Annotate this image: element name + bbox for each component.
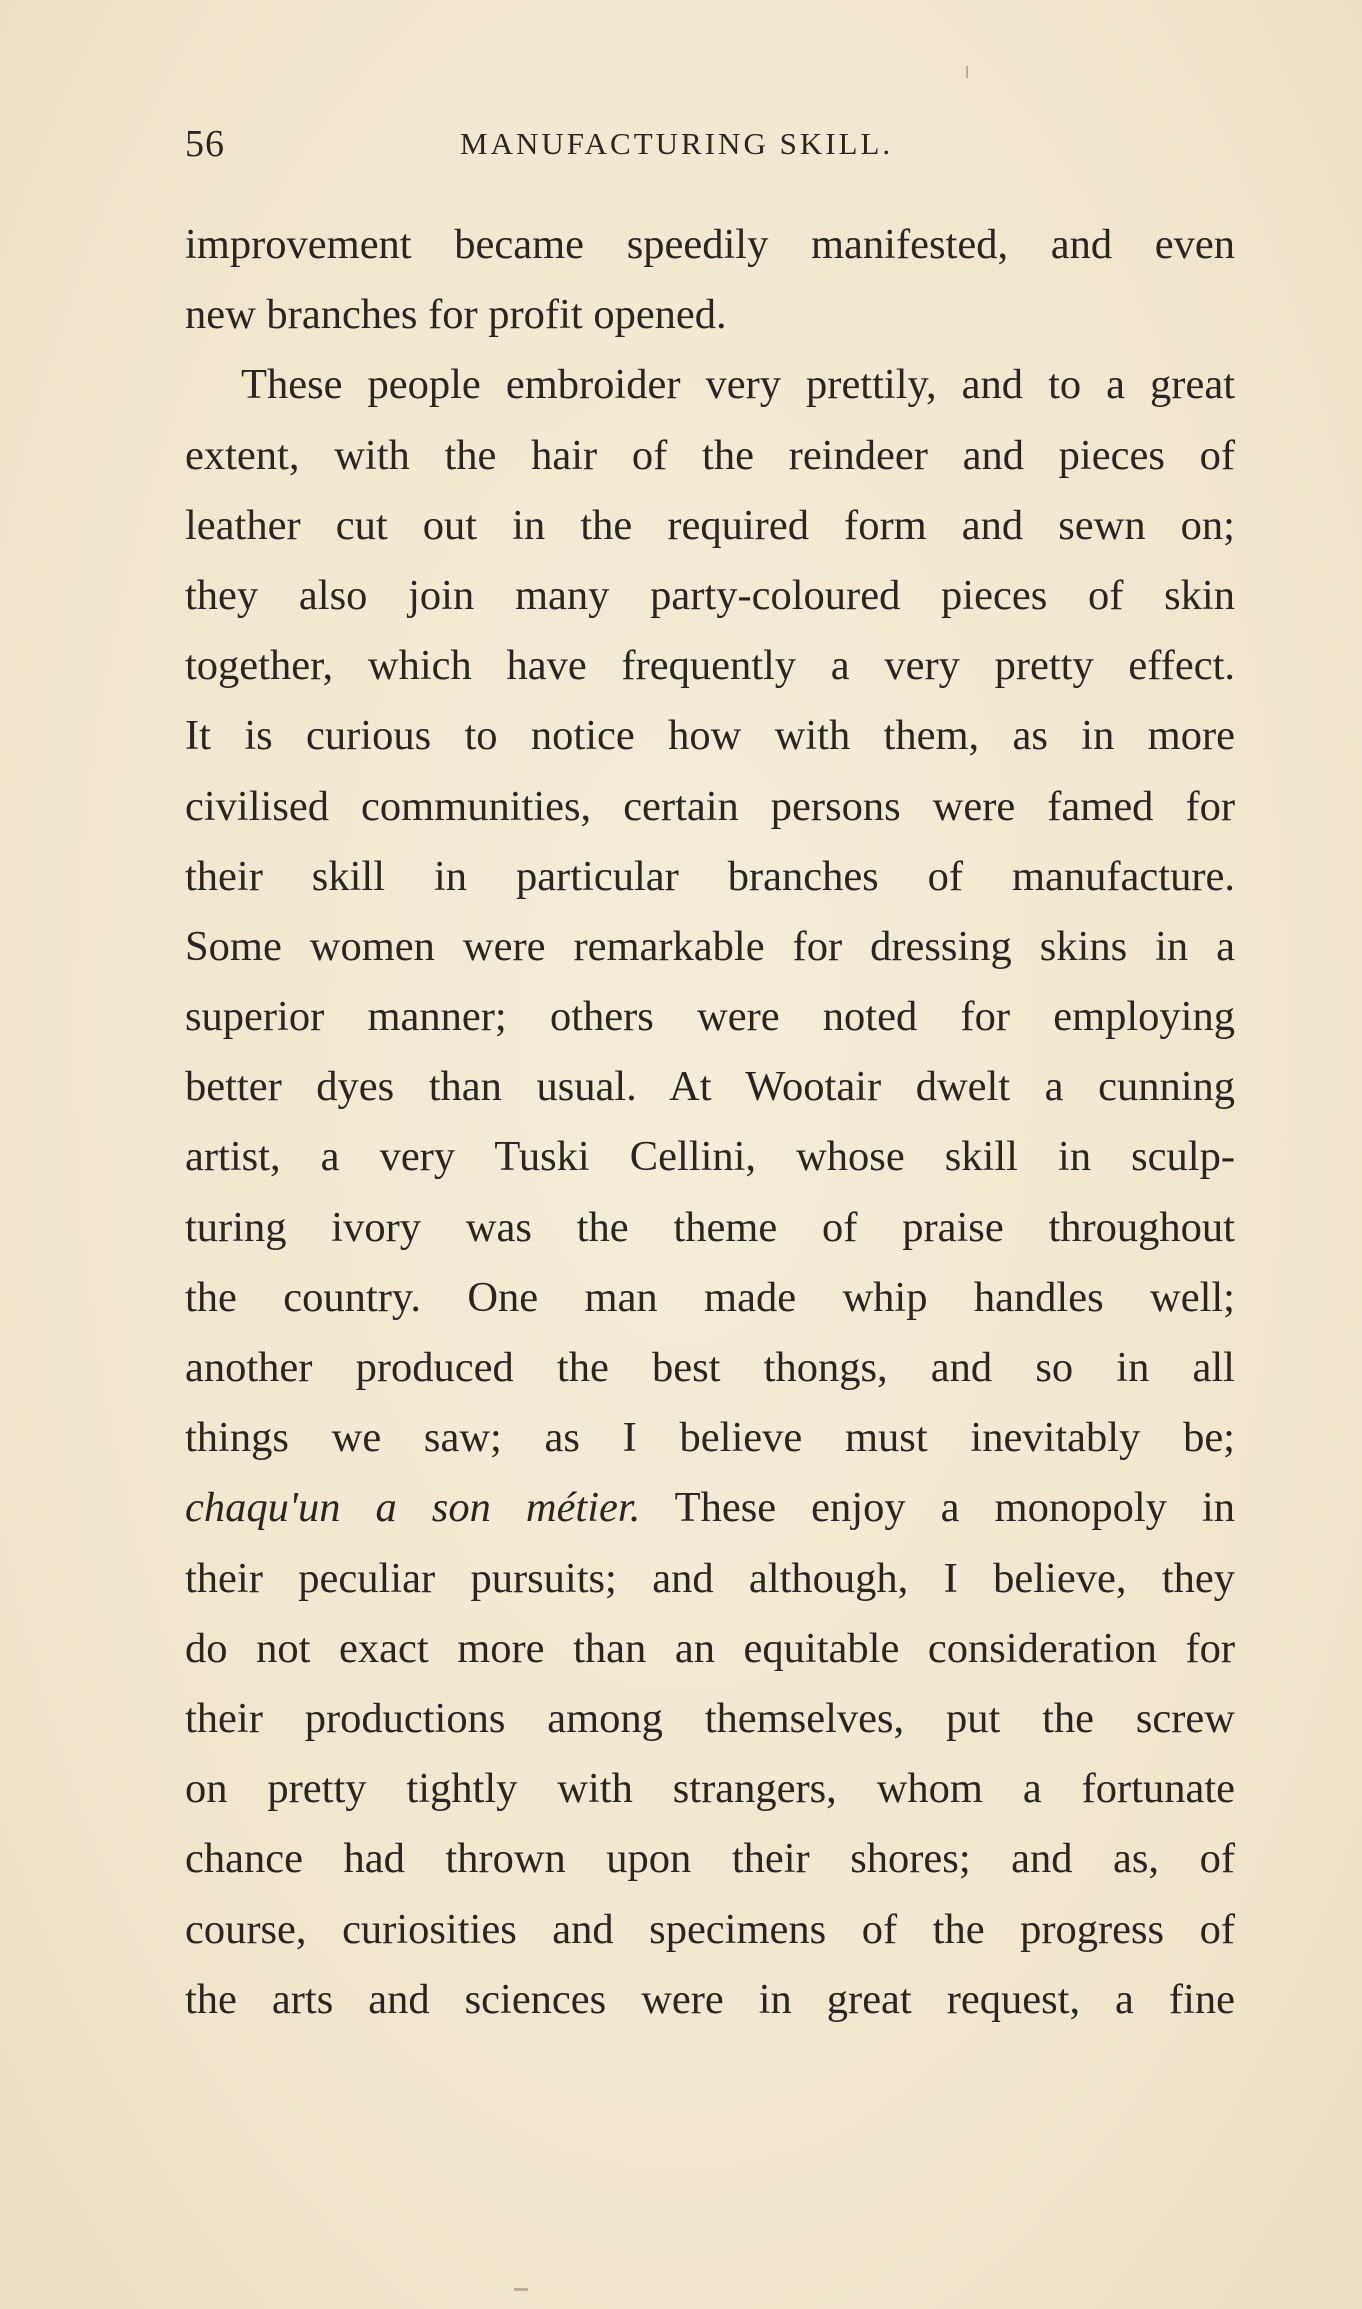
text-line: new branches for profit opened.: [185, 291, 727, 339]
text-line: These people embroider very prettily, and to a great: [241, 361, 1235, 409]
page-number: 56: [185, 123, 225, 165]
text-line: their peculiar pursuits; and although, I believe, they: [185, 1554, 1235, 1602]
running-head: [185, 122, 1235, 166]
text-line: the country. One man made whip handles well;: [185, 1273, 1235, 1321]
text-line: their productions among themselves, put the screw: [185, 1694, 1235, 1742]
text-line: improvement became speedily manifested, and even: [185, 221, 1235, 268]
text-line: superior manner; others were noted for employing: [185, 993, 1235, 1041]
text-line-rest: These enjoy a monopoly in: [640, 1484, 1236, 1532]
text-line: things we saw; as I believe must inevitably be;: [185, 1414, 1235, 1462]
text-line: they also join many party-coloured pieces of skin: [185, 571, 1235, 619]
text-line: do not exact more than an equitable consideration for: [185, 1624, 1235, 1672]
text-line: leather cut out in the required form and sewn on;: [185, 501, 1235, 549]
text-line: turing ivory was the theme of praise throughout: [185, 1203, 1235, 1251]
running-title: MANUFACTURING SKILL.: [460, 126, 894, 161]
paper-speck: [966, 66, 968, 78]
text-line: Some women were remarkable for dressing skins in a: [185, 922, 1235, 970]
text-line: course, curiosities and specimens of the progress of: [185, 1905, 1235, 1953]
text-line: artist, a very Tuski Cellini, whose skill in sculp-: [185, 1133, 1235, 1181]
text-line: the arts and sciences were in great request, a fine: [185, 1975, 1235, 2023]
text-line: civilised communities, certain persons were famed for: [185, 782, 1235, 830]
text-line: another produced the best thongs, and so in all: [185, 1344, 1235, 1391]
text-line: chance had thrown upon their shores; and as, of: [185, 1835, 1235, 1883]
paper-speck: [514, 2288, 528, 2291]
text-line: [185, 1473, 1235, 1543]
text-line: their skill in particular branches of manufacture.: [185, 852, 1235, 900]
text-line: extent, with the hair of the reindeer and pieces of: [185, 431, 1235, 479]
text-line: on pretty tightly with strangers, whom a fortunate: [185, 1765, 1235, 1813]
body-text: [185, 210, 1235, 2035]
text-line: It is curious to notice how with them, as in more: [185, 712, 1235, 760]
italic-phrase: chaqu'un a son métier.: [185, 1484, 641, 1532]
text-line: together, which have frequently a very pretty effect.: [185, 642, 1235, 690]
text-line: better dyes than usual. At Wootair dwelt a cunning: [185, 1063, 1235, 1111]
